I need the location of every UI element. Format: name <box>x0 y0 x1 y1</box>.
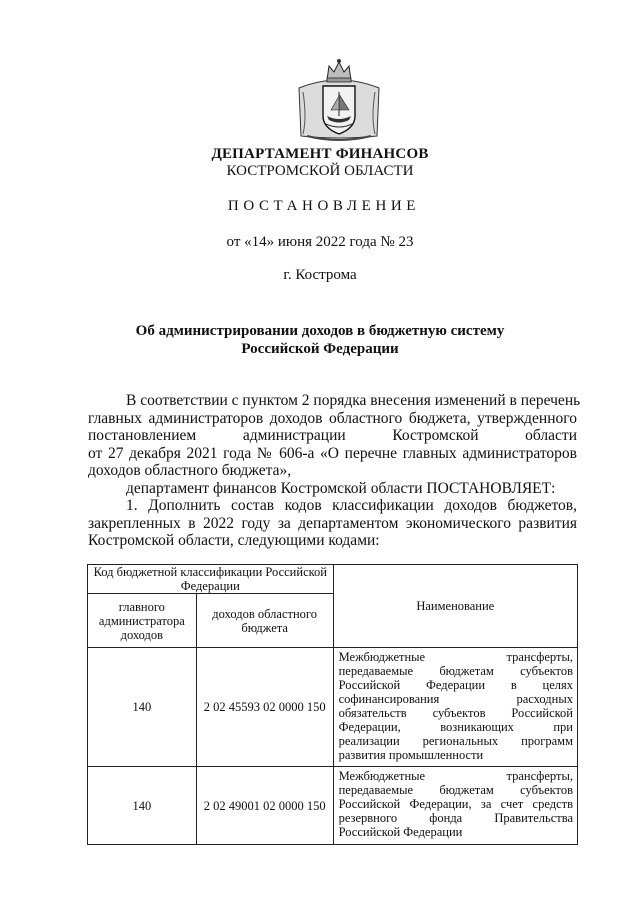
name-line: Российской Федерации <box>338 825 463 839</box>
coat-of-arms-emblem <box>293 58 385 142</box>
name-line: Российской Федерации, за счет средств <box>338 797 573 811</box>
name-line: резервного фонда Правительства <box>338 811 573 825</box>
name-line: софинансирования расходных <box>338 692 573 706</box>
document-type: ПОСТАНОВЛЕНИЕ <box>227 198 421 214</box>
name-line: Межбюджетные трансферты, <box>338 650 573 664</box>
date-and-number: от «14» июня 2022 года № 23 <box>226 234 414 250</box>
header-group: Код бюджетной классификации Российской Федерации <box>88 565 334 594</box>
name-line: передаваемые бюджетам субъектов <box>338 664 573 678</box>
body-line: В соответствии с пунктом 2 порядка внесения изменений в перечень <box>126 392 581 409</box>
body-line: Костромской области, следующими кодами: <box>88 532 380 549</box>
name-line: развития промышленности <box>338 748 484 762</box>
income-name <box>333 648 577 767</box>
name-line: Российской Федерации в целях <box>338 678 573 692</box>
name-line: Межбюджетные трансферты, <box>338 769 573 783</box>
body-line: от 27 декабря 2021 года № 606-а «О перечне главных администраторов <box>88 444 577 462</box>
income-name <box>333 767 577 845</box>
header-admin: главного администратора доходов <box>88 594 197 648</box>
body-line: закрепленных в 2022 году за департаментом экономического развития <box>88 514 577 532</box>
budget-code: 2 02 45593 02 0000 150 <box>196 648 333 767</box>
body-line: главных администраторов доходов областного бюджета, утвержденного <box>88 409 577 427</box>
name-line: реализации региональных программ <box>338 734 573 748</box>
subject-line: Российской Федерации <box>241 341 399 357</box>
admin-code: 140 <box>88 648 197 767</box>
body-line: департамент финансов Костромской области ПОСТАНОВЛЯЕТ: <box>126 479 556 497</box>
subject-line: Об администрировании доходов в бюджетную систему <box>135 323 505 339</box>
decree-subject <box>0 322 640 358</box>
body-line: постановлением администрации Костромской области <box>88 427 577 444</box>
name-line: передаваемые бюджетам субъектов <box>338 783 573 797</box>
header-name: Наименование <box>333 565 577 648</box>
table-row <box>88 648 578 767</box>
city: г. Кострома <box>283 267 357 283</box>
body-text <box>88 392 581 550</box>
name-line: Федерации, возникающих при <box>338 720 573 734</box>
budget-codes-table <box>87 564 578 845</box>
admin-code: 140 <box>88 767 197 845</box>
body-line: 1. Дополнить состав кодов классификации доходов бюджетов, <box>126 497 577 514</box>
budget-code: 2 02 49001 02 0000 150 <box>196 767 333 845</box>
table-row <box>88 767 578 845</box>
name-line: обязательств субъектов Российской <box>338 706 573 720</box>
department-title: ДЕПАРТАМЕНТ ФИНАНСОВ <box>211 146 429 162</box>
region-title: КОСТРОМСКОЙ ОБЛАСТИ <box>226 163 414 179</box>
body-line: доходов областного бюджета», <box>88 462 292 479</box>
header-budget: доходов областного бюджета <box>196 594 333 648</box>
